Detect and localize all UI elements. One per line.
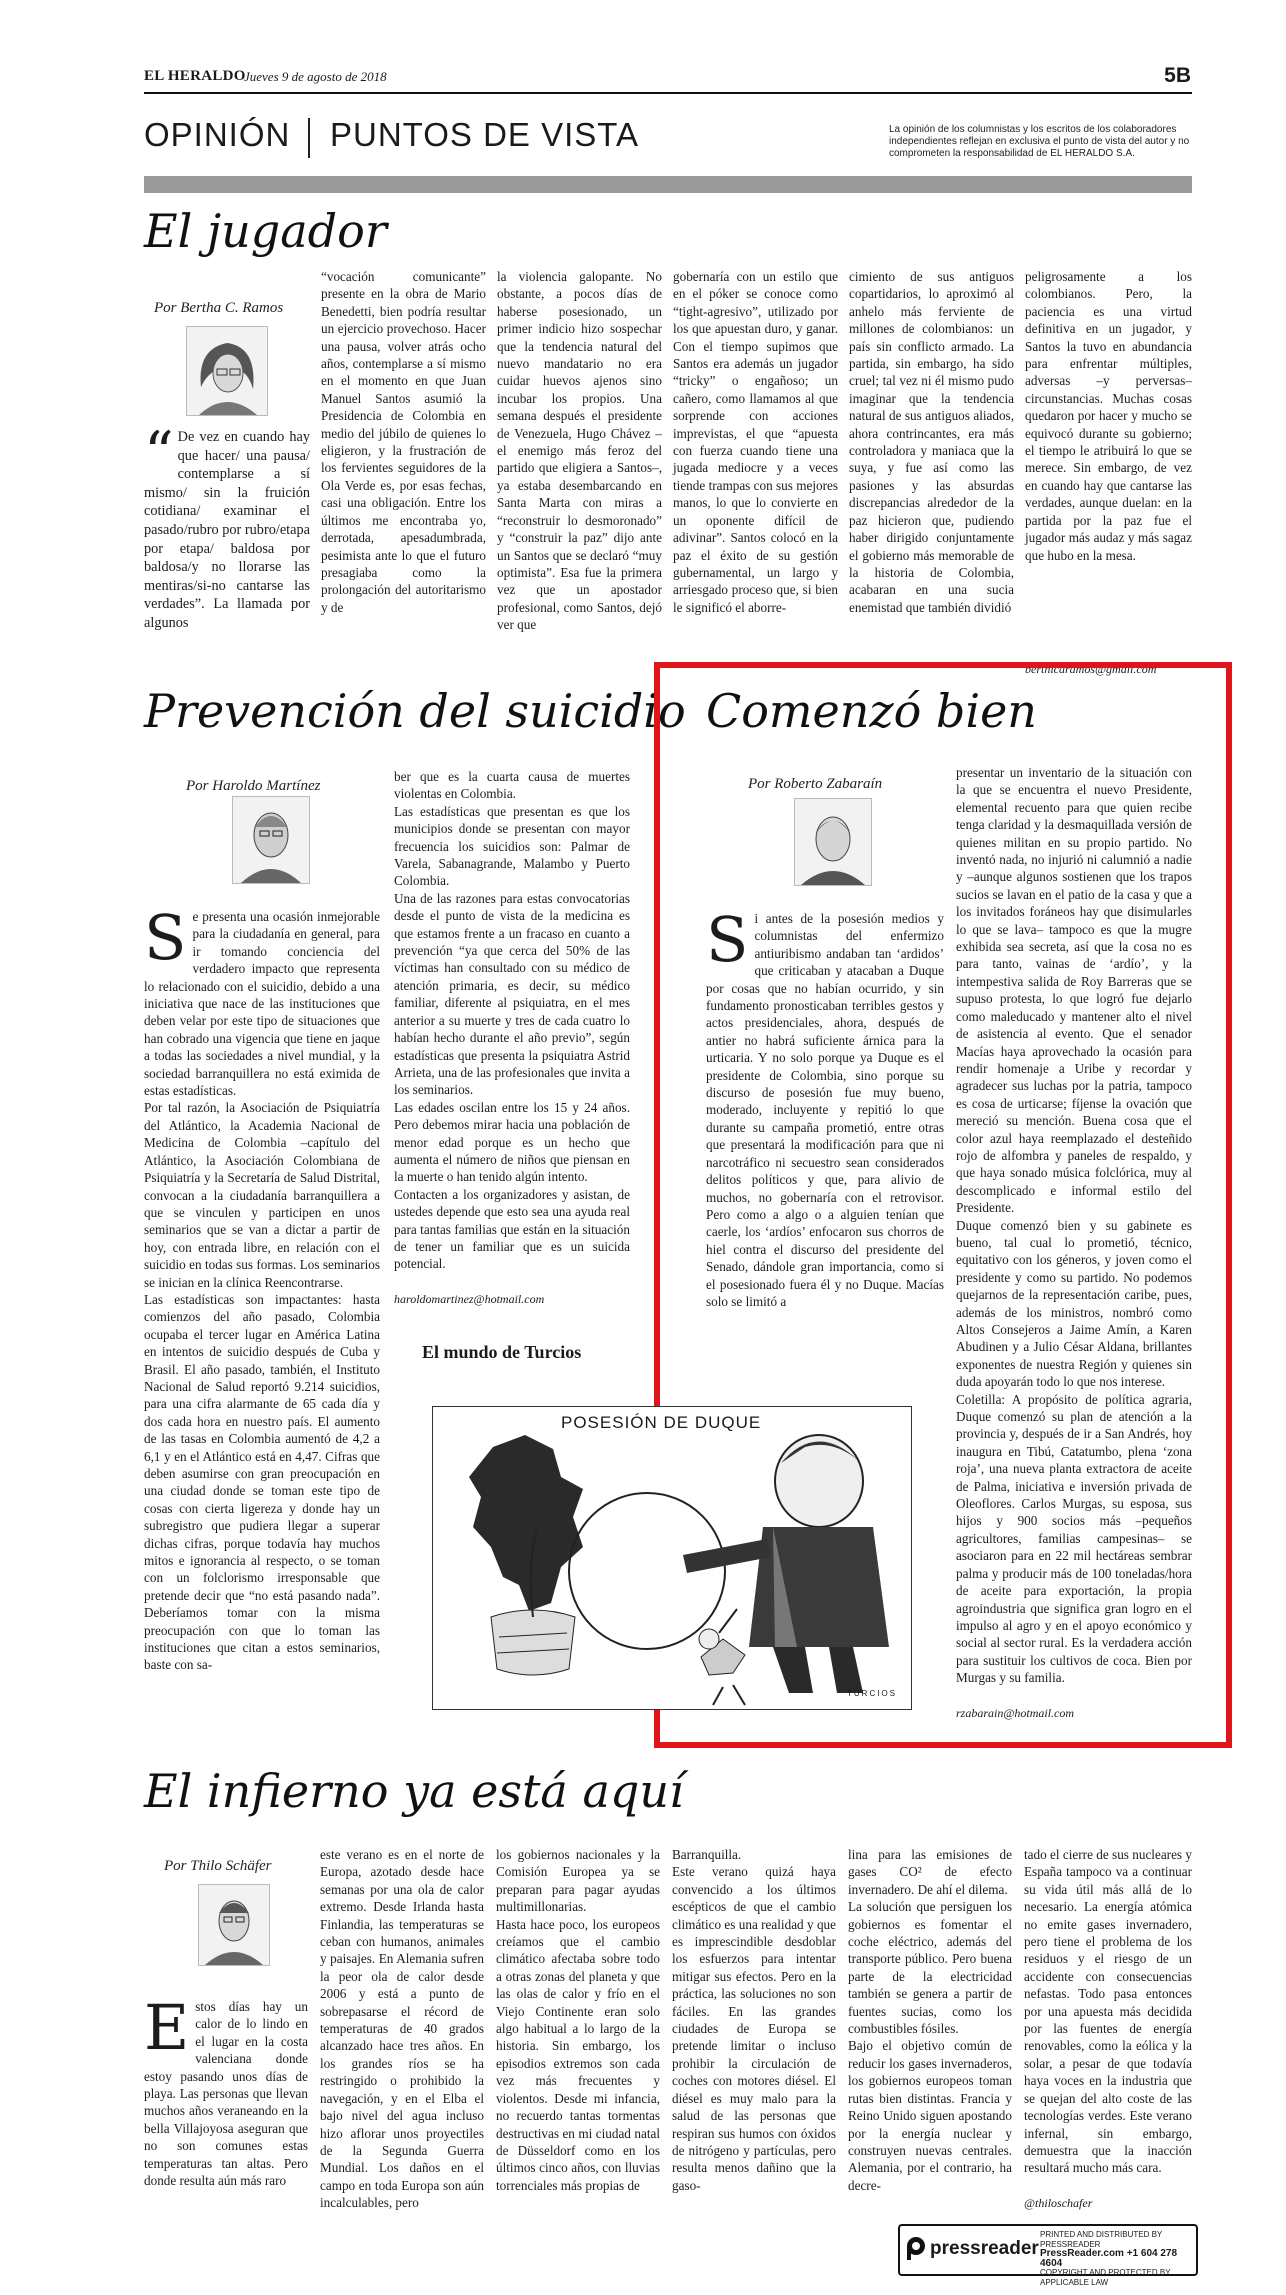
newspaper-name: EL HERALDO: [144, 68, 246, 84]
editorial-cartoon: [432, 1406, 912, 1710]
article-column-4: gobernaría con un estilo que en el póker se conoce como “tight-agresivo”, utilizado por los que apuestan duro, y ganar. Con el tiempo supimos que Santos era además un jugador “tricky” o engañoso; un cañero, como llamamos al que sorprende con acciones imprevistas, el que “apuesta con fuerza cuando tiene una jugada mediocre y a veces tiende trampas con sus mejores manos, lo que lo convierte en un oponente difícil de adivinar”. Santos colocó en la paz el éxito de su gestión gubernamental, un largo y arriesgado proceso que, si bien le significó el aborre-: [673, 269, 842, 615]
article-headline: El infierno ya está aquí: [144, 1764, 684, 1818]
article-column-2: ber que es la cuarta causa de muertes violentas en Colombia. Las estadísticas que presentan es que los municipios donde se presentan con mayor frecuencia los suicidios son: Palmar de Varela, Sabanagrande, Malambo y Puerto Colombia. Una de las razones para estas convocatorias desde el punto de vista de la medicina es que estamos frente a un fracaso en cuanto a prevención “ya que cerca del 50% de las víctimas han consultado con su médico de atención primaria, es decir, su médico familiar, diferente al psiquiatra, en el mes anterior a su muerte y tres de cada cuatro lo habían hecho durante el año previo”, según estadísticas que presenta la psiquiatra Astrid Arrieta, una de las profesionales que invita a los seminarios. Las edades oscilan entre los 15 y 24 años. Pero debemos mirar hacia una población de menor edad porque es un hecho que aumenta el número de niños que piensan en la muerte o han tenido algún intento. Contacten a los organizadores y asistan, de ustedes depende que esto sea una ayuda real para tantas familias que están en la situación de tener un familiar que es un suicida potencial.: [394, 769, 630, 1272]
cartoon-section-title: El mundo de Turcios: [422, 1342, 582, 1362]
editorial-disclaimer: La opinión de los columnistas y los escritos de los colaboradores independientes reflejan en exclusiva el punto de vista del autor y no comprometen la responsabilidad de EL HERALDO S.A.: [889, 124, 1190, 159]
pressreader-wordmark: pressreader: [930, 2238, 1039, 2259]
pressreader-logo-icon: [906, 2236, 926, 2260]
dropcap-letter: E: [144, 1991, 190, 2064]
article-column-6: peligrosamente a los colombianos. Pero, la paciencia es una virtud definitiva en un jugador, y Santos la tuvo en abundancia para enfrentar múltiples, adversas –y perversas– circunstancias. Muchas cosas quedaron por hacer y mucho se equivocó durante su gobierno; el tiempo le atribuirá lo que se merece. Sin embargo, de vez en cuando hay que cantarse las verdades, aunque duelan: en la partida por la paz fue el jugador más audaz y más sagaz que hubo en la mesa.: [1025, 269, 1196, 563]
dropcap-letter: S: [706, 903, 749, 976]
article-column-6: tado el cierre de sus nucleares y España tampoco va a continuar su vida útil más allá de lo necesario. La energía atómica no emite gases invernadero, pero tiene el problema de los residuos y el riesgo de un accidente con consecuencias nefastas. Todo pasa entonces por una apuesta más decidida por las fuentes de energía renovables, como la eólica y la solar, a pesar de que todavía haya voces en la industria que se quejan del alto coste de las tecnologías verdes. Este verano infernal, sin embargo, demuestra que la inacción resultará mucho más cara.: [1024, 1847, 1196, 2176]
article-headline: El jugador: [144, 204, 387, 258]
subsection-title: PUNTOS DE VISTA: [330, 116, 640, 153]
top-rule: [144, 92, 1192, 94]
pressreader-notice: [1040, 2230, 1196, 2287]
article-column-1: Se presenta una ocasión inmejorable para la ciudadanía en general, para ir tomando conciencia del verdadero impacto que representa lo relacionado con el suicidio, debido a una iniciativa que nace de las instituciones que deben velar por este tipo de situaciones que han cobrado una vigencia que tiene en jaque a todas las sociedades a nivel mundial, y la sociedad barranquillera no está eximida de estas estadísticas. Por tal razón, la Asociación de Psiquiatría del Atlántico, la Academia Nacional de Medicina de Colombia –capítulo del Atlántico, la Asociación Colombiana de Psiquiatría y la Secretaría de Salud Distrital, convocan a la ciudadanía barranquillera a que se vinculen y participen en unos seminarios que se van a dictar a partir de hoy, con entrada libre, en relación con el suicidio en todas sus formas. Los seminarios se inician en la clínica Reencontrarse. Las estadísticas son impactantes: hasta comienzos del año pasado, Colombia ocupaba el tercer lugar en América Latina en intentos de suicidio después de Cuba y Brasil. El año pasado, también, el Instituto Nacional de Salud reportó 9.214 suicidios, para una cifra alarmante de 65 cada día y dos cada hora en nuestro país. El aumento de las tasas en Colombia aumentó de 4,2 a 6,1 y en el Atlántico está en 4,47. Cifras que deben asumirse con gran preocupación en una ciudad donde se toman este tipo de cosas con cierta ligereza y donde hay un subregistro que pudiera llegar a superar dichas cifras, porque todavía hay muchos mitos e ignorancia al respecto, o se toman con un folclorismo irresponsable que pretende decir que “no está pasando nada”. Deberíamos tomar con la misma preocupación con que lo toman las instituciones que citan a estos seminarios, baste con sa-: [144, 901, 380, 1673]
author-photo: [198, 1884, 270, 1966]
article-byline: Por Haroldo Martínez: [186, 778, 321, 794]
article-column-5: cimiento de sus antiguos copartidarios, lo aproximó al anhelo más ferviente de millones de colombianos: un país sin conflicto armado. La partida, sin embargo, ha sido cruel; tal vez ni él mismo pudo imaginar que la tendencia natural de sus antiguos aliados, ahora contrincantes, era más controladora y maniaca que la suya, y fue así como las pasiones y las absurdas discrepancias alrededor de la paz hicieron que, pudiendo haber dirigido conjuntamente el gobierno más memorable de la historia de Colombia, acabaran en una sucia enemistad que también dividió: [849, 269, 1018, 615]
section-band: [144, 176, 1192, 193]
article-column-3: la violencia galopante. No obstante, a pocos días de haberse posesionado, un primer indicio hizo sospechar que la tendencia natural del nuevo mandatario no era cuidar huevos ajenos sino incubar los propios. Una semana después el presidente de Venezuela, Hugo Chávez –el enemigo más feroz del partido que eligiera a Santos–, ya estaba desembarcando en Santa Marta con miras a “reconstruir lo desmoronado” y “construir la paz” dijo ante un Santos que se declaró “muy optimista”. Esa fue la primera vez que un apostador profesional, como Santos, dejó ver que: [497, 269, 666, 633]
article-column-3: los gobiernos nacionales y la Comisión Europea ya se preparan para pagar ayudas multimillonarias. Hasta hace poco, los europeos creíamos que el cambio climático afectaba sobre todo a otras zonas del planeta y que las olas de calor y frío en el Viejo Continente eran solo algo habitual a lo largo de la historia. Sin embargo, los episodios extremos son cada vez más frecuentes y violentos. Desde mi infancia, no recuerdo tantas tormentas destructivas en mi ciudad natal de Düsseldorf como en los últimos cinco años, con lluvias torrenciales más propias de: [496, 1847, 660, 2193]
article-column-2: presentar un inventario de la situación con la que se encuentra el nuevo Presidente, elemental recuento para que quien recibe tenga claridad y la desmaquillada versión de quienes militan en su propio partido. No inventó nada, no injurió ni calumnió a nadie y –aunque algunos sostienen que los trapos sucios se lavan en el patio de la casa y que a los invitados foráneos hay que disimularles lo que se lava– tampoco es que la mugre exhibida sea secreta, así que la cosa no es para tanto, vainas de ‘ardío’, y la intempestiva salida de Roy Barreras que se supuso protesta, lo que logró fue dejarlo como maleducado y mantener alto el nivel de asistencia al evento. Que el senador Macías haya aprovechado la ocasión para rendir homenaje a Uribe y recordar y agradecer sus luchas por la patria, tampoco es cosa de urticarse; fíjense la ovación que mereció su mención. Buena cosa que el color azul haya reemplazado el desteñido rojo de alfombra y paneles de respaldo, y que haya sonado música folclórica, muy al descomplicado e informal estilo del Presidente. Duque comenzó bien y su gabinete es bueno, tal cual lo prometió, técnico, equitativo con los géneros, y joven como el presidente y como su partido. No podemos quejarnos de la representación caribe, pues, además de los ministros, nombró como Altos Consejeros a Jaime Amín, a Karen Abudinen y a Julio César Aldana, brillantes exponentes de nuestra Región y quienes sin duda apoyarán todo lo que nos interese. Coletilla: A propósito de política agraria, Duque comenzó su plan de atención a la provincia y, después de ir a San Andrés, hoy inaugura en Tibú, Catatumbo, plena ‘zona roja’, una nueva planta extractora de aceite de Palma, iniciativa e inversión privada de Oleoflores. Carlos Murgas, su esposa, sus hijos y 900 socios más –pequeños agricultores, familias campesinas– se asociaron para en 22 mil hectáreas sembrar palma y producir más de 100 toneladas/hora de aceite para exportación, la propia agroindustria que significa gran logro en el impulso al agro y en el apoyo económico y social al sector rural. Es la verdadera acción para sustituir los cultivos de coca. Bien por Murgas y su familia.: [956, 765, 1192, 1686]
author-email: rzabarain@hotmail.com: [956, 1706, 1075, 1720]
cartoon-caption: POSESIÓN DE DUQUE: [561, 1413, 762, 1432]
pressreader-line-1: PRINTED AND DISTRIBUTED BY PRESSREADER: [1040, 2230, 1163, 2249]
quote-mark-icon: “: [144, 419, 174, 487]
article-column-1: Estos días hay un calor de lo lindo en el lugar en la costa valenciana donde estoy pasando unos días de playa. Las personas que llevan muchos años veraneando en la bella Villajoyosa aseguran que no son comunes estas temperaturas tan altas. Pero donde resulta aún más raro: [144, 1991, 312, 2189]
author-photo: [232, 796, 310, 884]
article-byline: Por Thilo Schäfer: [164, 1858, 272, 1874]
issue-date: Jueves 9 de agosto de 2018: [244, 69, 387, 84]
article-byline: Por Bertha C. Ramos: [154, 300, 284, 316]
article-column-1: Si antes de la posesión medios y columnistas del enfermizo antiuribismo andaban tan ‘ardidos’ que criticaban y atacaban a Duque por cosas que no habían ocurrido, y sin fundamento pronosticaban terribles gestos y actos presidenciales, ahora, después de antier no habrá suficiente árnica para la urticaria. Y no solo porque ya Duque es el presidente de Colombia, sino porque su discurso de posesión fue muy bueno, moderado, incluyente y repitió lo que durante su campaña prometió, entre otras que presentará la modificación para que ni narcotráfico ni secuestro sean considerados delitos políticos y que, para alivio de muchos, no gobernaría con el retrovisor. Pero como a algo o a alguien tenían que caerle, los ‘ardíos’ enfocaron sus chorros de hiel contra el discurso del presidente del Senado, dándole gran importancia, como si el posesionado fuera él y no Duque. Macías solo se limitó a: [706, 903, 948, 1309]
author-email: @thiloschafer: [1024, 2196, 1093, 2210]
pressreader-line-2: PressReader.com +1 604 278 4604: [1040, 2248, 1178, 2269]
dropcap-letter: S: [144, 901, 187, 974]
page-number: 5B: [1164, 64, 1191, 87]
author-photo: [186, 326, 268, 416]
section-title: OPINIÓN: [144, 116, 291, 153]
article-column-1: “ De vez en cuando hay que hacer/ una pausa/ contemplarse a sí mismo/ sin la fruición cotidiana/ examinar el pasado/rubro por rubro/etapa por etapa/ baldosa por baldosa/y no llorarse las mentiras/si-no cantarse las verdades”. La llamada por algunos: [144, 419, 314, 631]
article-headline: Comenzó bien: [706, 684, 1037, 738]
article-column-4: Barranquilla. Este verano quizá haya convencido a los últimos escépticos de que el cambio climático es una realidad y que es imprescindible desdoblar los esfuerzos para intentar mitigar sus efectos. Pero en la práctica, las soluciones no son fáciles. En las grandes ciudades de Europa se pretende limitar o incluso prohibir la circulación de coches con motores diésel. El diésel es muy malo para la salud de las personas que respiran sus humos con óxidos de nitrógeno y partículas, pero resulta menos dañino que la gaso-: [672, 1847, 836, 2193]
author-photo: [794, 798, 872, 886]
pressreader-line-3: COPYRIGHT AND PROTECTED BY APPLICABLE LAW: [1040, 2268, 1171, 2287]
cartoonist-signature: TURCIOS: [847, 1689, 897, 1698]
article-headline: Prevención del suicidio: [144, 684, 686, 738]
author-email: berthicaramos@gmail.com: [1025, 662, 1157, 676]
article-column-2: “vocación comunicante” presente en la obra de Mario Benedetti, bien podría resultar un ejercicio provechoso. Hacer una pausa, volver atrás ocho años, contemplarse a sí mismo en el momento en que Juan Manuel Santos asumió la Presidencia de Colombia en medio del júbilo de quienes lo eligieron, y la frustración de los fervientes seguidores de la Ola Verde es, por esas fechas, casi una obligación. Entre los últimos me encontraba yo, derrotada, apesadumbrada, pesimista ante lo que el futuro presagiaba como la prolongación del autoritarismo y de: [321, 269, 490, 615]
section-divider: [308, 118, 310, 158]
article-column-2: este verano es en el norte de Europa, azotado desde hace semanas por una ola de calor extremo. Desde Irlanda hasta Finlandia, las temperaturas se ceban con humanos, animales y paisajes. En Alemania sufren la peor ola de calor desde 2006 y está a punto de sobrepasarse el récord de temperaturas de 40 grados alcanzado hace tres años. En los grandes ríos se ha restringido o prohibido la navegación, y en el Elba el bajo nivel del agua incluso hizo aflorar unos proyectiles de la Segunda Guerra Mundial. Los daños en el campo en toda Europa son aún incalculables, pero: [320, 1847, 488, 2211]
article-column-5: lina para las emisiones de gases CO² de efecto invernadero. De ahí el dilema. La solución que persiguen los gobiernos es fomentar el coche eléctrico, además del transporte público. Pero buena parte de la electricidad también se genera a partir de fuentes sucias, como los combustibles fósiles. Bajo el objetivo común de reducir los gases invernaderos, los gobiernos europeos toman rutas bien distintas. Francia y Reino Unido siguen apostando por la energía nuclear y construyen nuevas centrales. Alemania, por el contrario, ha decre-: [848, 1847, 1012, 2193]
article-byline: Por Roberto Zabaraín: [748, 776, 883, 792]
author-email: haroldomartinez@hotmail.com: [394, 1292, 545, 1306]
